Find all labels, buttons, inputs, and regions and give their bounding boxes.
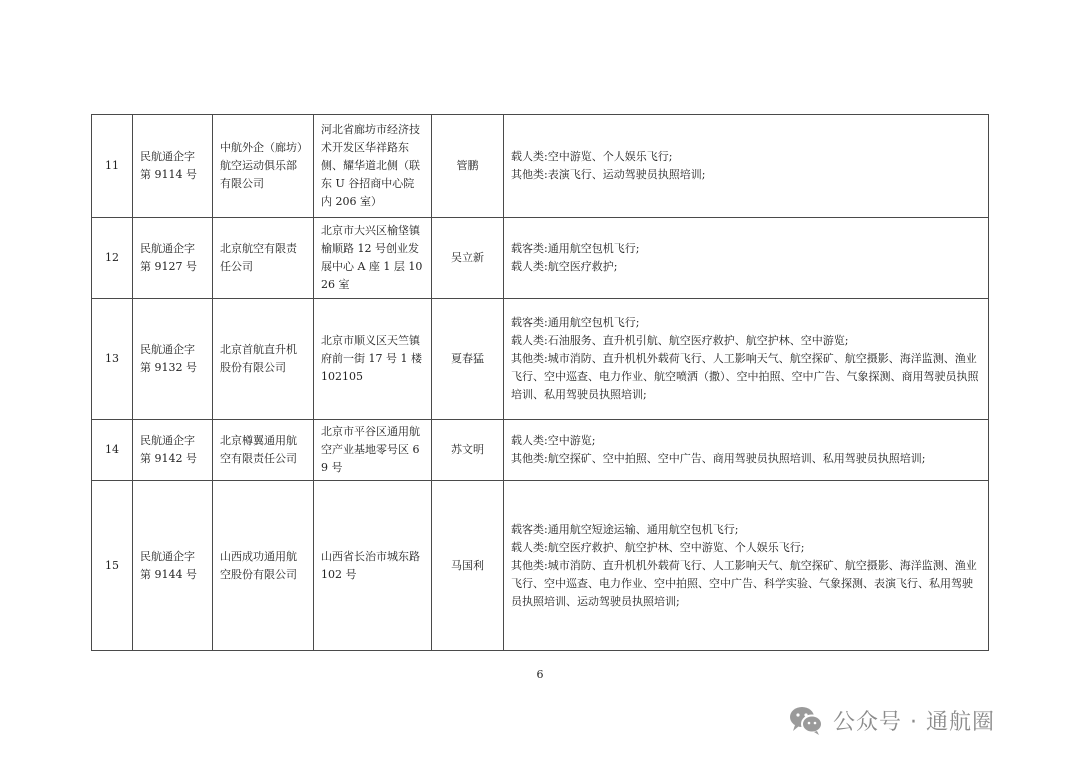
row-number: 15 — [92, 481, 133, 651]
scope-line: 载人类:空中游览; — [511, 434, 596, 447]
business-scope — [504, 481, 989, 651]
row-number: 14 — [92, 420, 133, 481]
company-address: 山西省长治市城东路 102 号 — [314, 481, 432, 651]
scope-line: 载人类:航空医疗救护、航空护林、空中游览、个人娱乐飞行; — [511, 540, 805, 554]
wechat-icon — [789, 705, 823, 735]
scope-line: 载客类:通用航空包机飞行; — [511, 242, 640, 255]
legal-representative: 管鹏 — [432, 115, 504, 218]
scope-line: 其他类:城市消防、直升机机外载荷飞行、人工影响天气、航空探矿、航空摄影、海洋监测、渔业飞行、空中巡查、电力作业、航空喷洒（撒）、空中拍照、空中广告、气象探测、商用驾驶员执照培训、私用驾驶员执照培训; — [511, 352, 979, 401]
company-address: 河北省廊坊市经济技术开发区华祥路东侧、耀华道北侧（联东 U 谷招商中心院内 206 室） — [314, 115, 432, 218]
legal-representative: 吴立新 — [432, 218, 504, 299]
scope-line: 其他类:城市消防、直升机机外载荷飞行、人工影响天气、航空探矿、航空摄影、海洋监测、渔业飞行、空中巡查、电力作业、空中拍照、空中广告、科学实验、气象探测、表演飞行、私用驾驶员执照培训、运动驾驶员执照培训; — [511, 558, 977, 608]
table-row — [92, 115, 989, 218]
company-name: 中航外企（廊坊）航空运动俱乐部有限公司 — [213, 115, 314, 218]
license-table — [91, 114, 989, 651]
row-number: 12 — [92, 218, 133, 299]
company-address: 北京市顺义区天竺镇府前一街 17 号 1 楼 102105 — [314, 299, 432, 420]
company-address: 北京市大兴区榆垡镇榆顺路 12 号创业发展中心 A 座 1 层 1026 室 — [314, 218, 432, 299]
watermark — [789, 703, 995, 737]
company-name: 北京航空有限责任公司 — [213, 218, 314, 299]
row-number: 11 — [92, 115, 133, 218]
company-name: 山西成功通用航空股份有限公司 — [213, 481, 314, 651]
legal-representative: 苏文明 — [432, 420, 504, 481]
business-scope — [504, 218, 989, 299]
scope-line: 载客类:通用航空包机飞行; — [511, 316, 640, 329]
table-row — [92, 299, 989, 420]
company-name: 北京樽翼通用航空有限责任公司 — [213, 420, 314, 481]
business-scope — [504, 299, 989, 420]
license-number: 民航通企字第 9132 号 — [133, 299, 213, 420]
license-number: 民航通企字第 9144 号 — [133, 481, 213, 651]
watermark-text: 公众号 · 通航圈 — [833, 709, 995, 735]
scope-line: 载客类:通用航空短途运输、通用航空包机飞行; — [511, 522, 739, 536]
company-address: 北京市平谷区通用航空产业基地零号区 69 号 — [314, 420, 432, 481]
company-name: 北京首航直升机股份有限公司 — [213, 299, 314, 420]
row-number: 13 — [92, 299, 133, 420]
scope-line: 载人类:石油服务、直升机引航、航空医疗救护、航空护林、空中游览; — [511, 334, 849, 347]
license-number: 民航通企字第 9142 号 — [133, 420, 213, 481]
table-row — [92, 218, 989, 299]
scope-line: 其他类:表演飞行、运动驾驶员执照培训; — [511, 168, 706, 181]
legal-representative: 夏春猛 — [432, 299, 504, 420]
business-scope — [504, 420, 989, 481]
scope-line: 载人类:航空医疗救护; — [511, 260, 618, 273]
table-body — [92, 115, 989, 651]
table-row — [92, 481, 989, 651]
scope-line: 其他类:航空探矿、空中拍照、空中广告、商用驾驶员执照培训、私用驾驶员执照培训; — [511, 452, 926, 465]
legal-representative: 马国利 — [432, 481, 504, 651]
license-number: 民航通企字第 9114 号 — [133, 115, 213, 218]
table-row — [92, 420, 989, 481]
scope-line: 载人类:空中游览、个人娱乐飞行; — [511, 150, 673, 163]
license-number: 民航通企字第 9127 号 — [133, 218, 213, 299]
page-number: 6 — [536, 668, 544, 681]
business-scope — [504, 115, 989, 218]
